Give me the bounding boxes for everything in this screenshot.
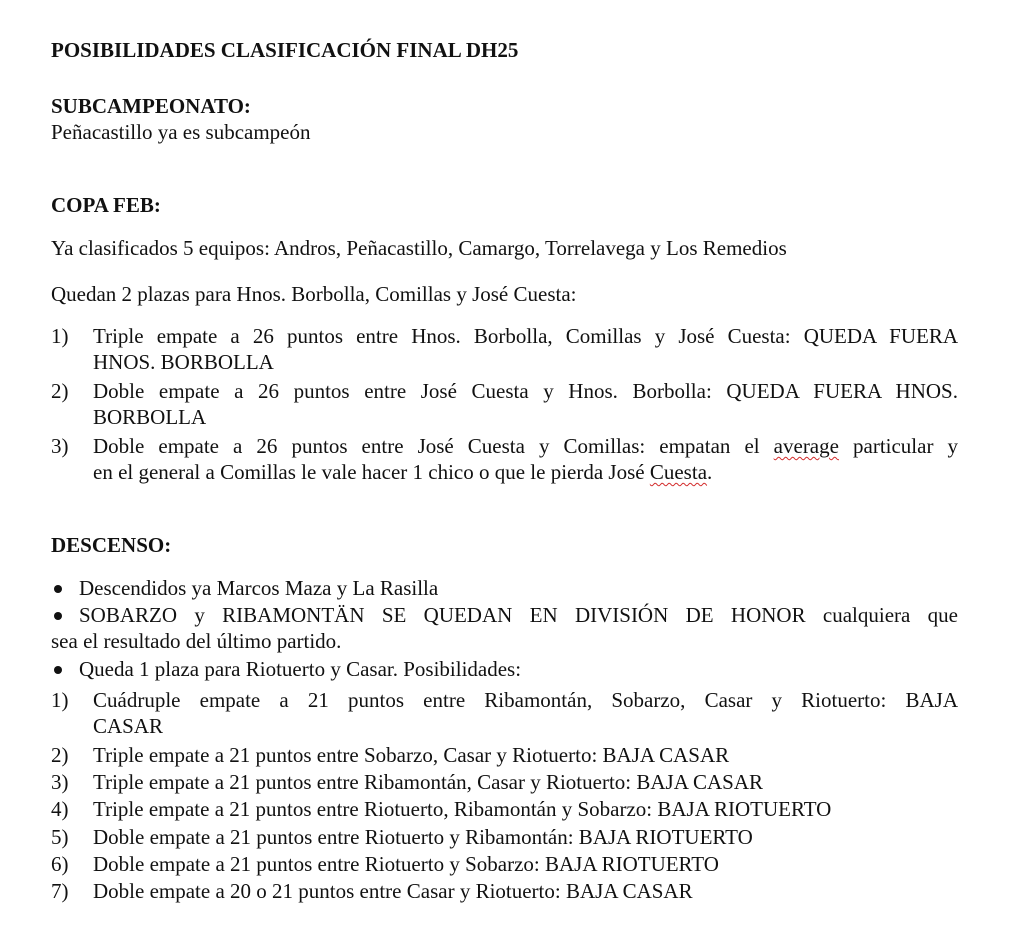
list-item-text: Triple empate a 21 puntos entre Sobarzo, Casar y Riotuerto: BAJA CASAR — [93, 743, 730, 767]
list-item-number: 1) — [51, 688, 69, 712]
subcampeonato-text: Peñacastillo ya es subcampeón — [51, 120, 311, 144]
list-item-text: HNOS. BORBOLLA — [93, 350, 274, 374]
bullet-icon — [54, 612, 62, 620]
text-span: en el general a Comillas le vale hacer 1 chico o que le pierda José — [93, 460, 650, 484]
bullet-text-line: SOBARZO y RIBAMONTÄN SE QUEDAN EN DIVISIÓN DE HONOR cualquiera que — [79, 603, 958, 627]
bullet-text — [79, 603, 958, 627]
spellcheck-word: average — [773, 434, 839, 458]
list-item-number: 6) — [51, 852, 69, 876]
text-span: Doble empate a 26 puntos entre José Cuesta y Comillas: empatan el — [93, 434, 774, 458]
bullet-text: Descendidos ya Marcos Maza y La Rasilla — [79, 576, 439, 600]
list-item-text: Triple empate a 26 puntos entre Hnos. Borbolla, Comillas y José Cuesta: QUEDA FUERA — [93, 324, 958, 348]
list-item-text: Doble empate a 21 puntos entre Riotuerto y Sobarzo: BAJA RIOTUERTO — [93, 852, 719, 876]
list-item-text: Doble empate a 21 puntos entre Riotuerto y Ribamontán: BAJA RIOTUERTO — [93, 825, 753, 849]
copa-feb-paragraph: Quedan 2 plazas para Hnos. Borbolla, Comillas y José Cuesta: — [51, 282, 577, 306]
descenso-heading: DESCENSO: — [51, 533, 172, 557]
document-title: POSIBILIDADES CLASIFICACIÓN FINAL DH25 — [51, 38, 519, 62]
list-item-number: 5) — [51, 825, 69, 849]
list-item-number: 7) — [51, 879, 69, 903]
list-item-number: 2) — [51, 743, 69, 767]
subcampeonato-heading: SUBCAMPEONATO: — [51, 94, 251, 118]
list-item-text: Triple empate a 21 puntos entre Riotuerto, Ribamontán y Sobarzo: BAJA RIOTUERTO — [93, 797, 832, 821]
list-item-text — [93, 434, 958, 458]
bullet-icon — [54, 666, 62, 674]
text-span: . — [707, 460, 713, 484]
bullet-icon — [54, 585, 62, 593]
list-item-text: CASAR — [93, 714, 164, 738]
copa-feb-heading: COPA FEB: — [51, 193, 161, 217]
text-span: particular y — [838, 434, 959, 458]
list-item-number: 1) — [51, 324, 69, 348]
list-item-text: Triple empate a 21 puntos entre Ribamontán, Casar y Riotuerto: BAJA CASAR — [93, 770, 764, 794]
list-item-text — [93, 460, 958, 484]
copa-feb-paragraph: Ya clasificados 5 equipos: Andros, Peñacastillo, Camargo, Torrelavega y Los Remedios — [51, 236, 787, 260]
list-item-text: Doble empate a 20 o 21 puntos entre Casar y Riotuerto: BAJA CASAR — [93, 879, 693, 903]
bullet-text: Queda 1 plaza para Riotuerto y Casar. Posibilidades: — [79, 657, 522, 681]
list-item-text: BORBOLLA — [93, 405, 207, 429]
list-item-number: 4) — [51, 797, 69, 821]
list-item-number: 2) — [51, 379, 69, 403]
list-item-text: Cuádruple empate a 21 puntos entre Ribamontán, Sobarzo, Casar y Riotuerto: BAJA — [93, 688, 958, 712]
spellcheck-word: Cuesta — [649, 460, 708, 484]
bullet-text-continuation: sea el resultado del último partido. — [51, 629, 342, 653]
list-item-text: Doble empate a 26 puntos entre José Cuesta y Hnos. Borbolla: QUEDA FUERA HNOS. — [93, 379, 958, 403]
list-item-number: 3) — [51, 770, 69, 794]
list-item-number: 3) — [51, 434, 69, 458]
